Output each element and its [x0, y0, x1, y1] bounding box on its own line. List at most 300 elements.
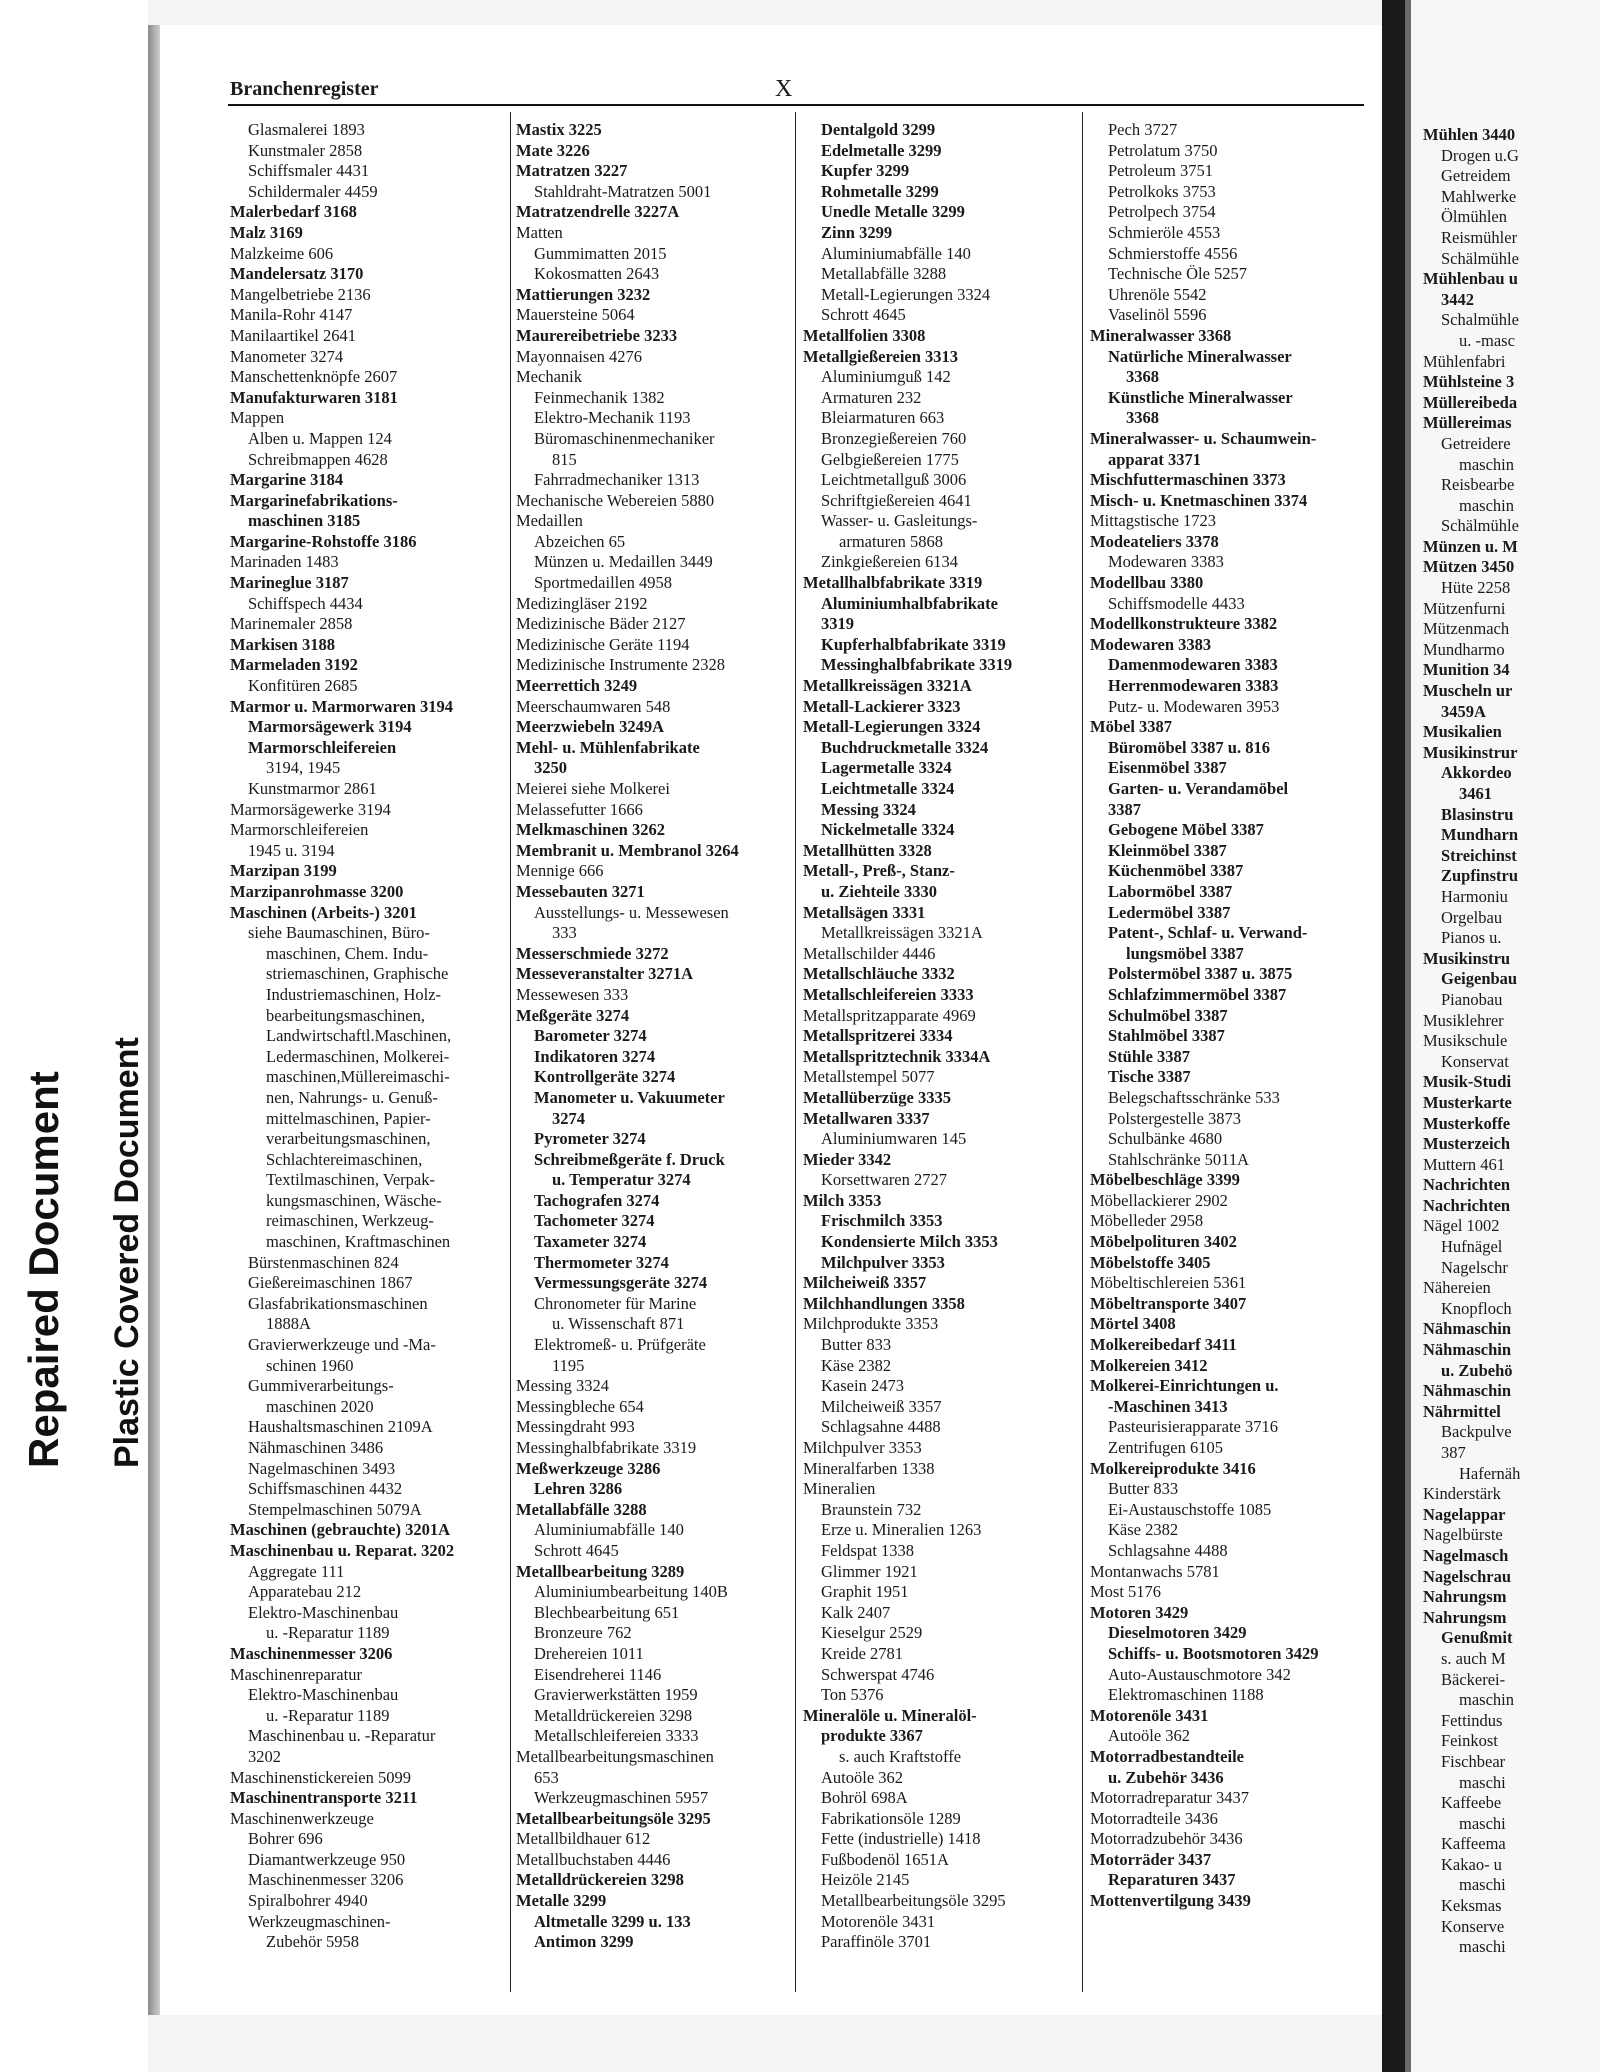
- index-subentry: Pianobau: [1441, 989, 1503, 1009]
- index-subentry: 3368: [1126, 408, 1159, 428]
- index-subentry: maschinen, Kraftmaschinen: [266, 1232, 451, 1252]
- index-subentry: 3250: [534, 758, 567, 778]
- index-entry: Motoren 3429: [1090, 1602, 1189, 1622]
- index-entry: Muscheln ur: [1423, 681, 1513, 701]
- index-subentry: Landwirtschaftl.Maschinen,: [266, 1026, 452, 1046]
- index-entry: Nähmaschin: [1423, 1340, 1512, 1360]
- index-entry: Metallwaren 3337: [803, 1108, 930, 1128]
- index-subentry: Korsettwaren 2727: [821, 1170, 948, 1190]
- index-subentry: Lagermetalle 3324: [821, 758, 952, 778]
- index-entry: Nagelappar: [1423, 1504, 1506, 1524]
- index-entry: Modewaren 3383: [1090, 634, 1212, 654]
- index-subentry: Tachografen 3274: [534, 1190, 660, 1210]
- index-subentry: Aluminiumwaren 145: [821, 1129, 967, 1149]
- index-entry: Mühlen 3440: [1423, 125, 1516, 144]
- index-entry: Metallbearbeitungsmaschinen: [516, 1746, 714, 1766]
- index-entry: Metallsägen 3331: [803, 902, 926, 922]
- index-entry: Mate 3226: [516, 140, 590, 160]
- index-subentry: u. Zubehör 3436: [1108, 1767, 1224, 1787]
- index-entry: Mineralwasser 3368: [1090, 325, 1232, 345]
- adjacent-page-column: [1423, 125, 1600, 1958]
- index-subentry: verarbeitungsmaschinen,: [266, 1129, 431, 1149]
- index-entry: Mechanik: [516, 367, 582, 387]
- index-subentry: Kupfer 3299: [821, 161, 910, 181]
- index-subentry: Polstergestelle 3873: [1108, 1108, 1242, 1128]
- index-entry: Medizinische Bäder 2127: [516, 614, 686, 634]
- index-entry: Möbellackierer 2902: [1090, 1190, 1228, 1210]
- index-subentry: Büromaschinenmechaniker: [534, 428, 715, 448]
- index-entry: Margarine-Rohstoffe 3186: [230, 531, 417, 551]
- index-entry: Metallschläuche 3332: [803, 964, 955, 984]
- index-subentry: Petrolpech 3754: [1108, 202, 1216, 222]
- index-subentry: Messing 3324: [821, 799, 916, 819]
- index-entry: Modeateliers 3378: [1090, 531, 1219, 551]
- index-entry: Metall-Lackierer 3323: [803, 696, 961, 716]
- index-subentry: Ton 5376: [821, 1685, 884, 1705]
- index-entry: Metallbearbeitungsöle 3295: [516, 1808, 711, 1828]
- index-entry: Nährmittel: [1423, 1401, 1501, 1421]
- index-entry: Mappen: [230, 408, 285, 428]
- index-subentry: Hafernäh: [1459, 1463, 1521, 1483]
- index-subentry: u. Zubehö: [1441, 1360, 1513, 1380]
- index-entry: Nahrungsm: [1423, 1587, 1507, 1607]
- index-entry: Mundharmo: [1423, 639, 1505, 659]
- index-entry: Manilaartikel 2641: [230, 325, 357, 345]
- running-header-title: Branchenregister: [230, 78, 379, 100]
- index-entry: Milchprodukte 3353: [803, 1314, 939, 1334]
- index-entry: Misch- u. Knetmaschinen 3374: [1090, 490, 1308, 510]
- index-subentry: Stühle 3387: [1108, 1046, 1191, 1066]
- index-entry: Metallstempel 5077: [803, 1067, 935, 1087]
- index-subentry: Orgelbau: [1441, 907, 1503, 927]
- index-entry: Metallhütten 3328: [803, 840, 932, 860]
- index-subentry: Indikatoren 3274: [534, 1046, 656, 1066]
- index-subentry: siehe Baumaschinen, Büro-: [248, 923, 430, 943]
- index-entry: Mineralfarben 1338: [803, 1458, 935, 1478]
- index-subentry: Aluminiumabfälle 140: [534, 1520, 684, 1540]
- index-entry: Margarine 3184: [230, 470, 344, 490]
- index-subentry: Autoöle 362: [1108, 1726, 1191, 1746]
- index-subentry: Fette (industrielle) 1418: [821, 1829, 981, 1849]
- index-subentry: Gummimatten 2015: [534, 243, 667, 263]
- index-subentry: Paraffinöle 3701: [821, 1932, 932, 1952]
- index-subentry: Kaffeebe: [1441, 1793, 1502, 1813]
- index-subentry: Schlachtereimaschinen,: [266, 1149, 423, 1169]
- index-subentry: Aluminiumabfälle 140: [821, 243, 971, 263]
- index-entry: Molkereibedarf 3411: [1090, 1335, 1237, 1355]
- index-subentry: Altmetalle 3299 u. 133: [534, 1911, 691, 1931]
- index-subentry: Metallabfälle 3288: [821, 264, 947, 284]
- index-subentry: Rohmetalle 3299: [821, 181, 939, 201]
- index-entry: Mischfuttermaschinen 3373: [1090, 470, 1286, 490]
- index-subentry: -Maschinen 3413: [1108, 1396, 1228, 1416]
- index-subentry: Gießereimaschinen 1867: [248, 1273, 413, 1293]
- index-subentry: maschin: [1459, 1690, 1514, 1710]
- index-subentry: Nickelmetalle 3324: [821, 820, 955, 840]
- index-entry: Metallbildhauer 612: [516, 1829, 651, 1849]
- index-subentry: Bürstenmaschinen 824: [248, 1252, 399, 1272]
- index-subentry: Schildermaler 4459: [248, 181, 378, 201]
- index-subentry: Glasfabrikationsmaschinen: [248, 1293, 428, 1313]
- index-subentry: Kreide 2781: [821, 1643, 904, 1663]
- index-subentry: Zentrifugen 6105: [1108, 1438, 1224, 1457]
- index-subentry: Genußmit: [1441, 1628, 1513, 1648]
- index-subentry: Gravierwerkzeuge und -Ma-: [248, 1335, 436, 1355]
- index-entry: Möbeltransporte 3407: [1090, 1293, 1247, 1313]
- index-subentry: Reismühler: [1441, 227, 1518, 247]
- index-entry: Manila-Rohr 4147: [230, 305, 353, 325]
- index-subentry: Feinkost: [1441, 1731, 1498, 1751]
- index-subentry: Gelbgießereien 1775: [821, 449, 959, 469]
- index-entry: Molkereien 3412: [1090, 1355, 1208, 1375]
- index-entry: Musik-Studi: [1423, 1072, 1512, 1092]
- index-entry: Mangelbetriebe 2136: [230, 284, 371, 304]
- index-entry: Metall-Legierungen 3324: [803, 717, 981, 737]
- index-entry: Nähmaschin: [1423, 1381, 1512, 1401]
- index-subentry: Patent-, Schlaf- u. Verwand-: [1108, 923, 1308, 943]
- index-subentry: Drehereien 1011: [534, 1643, 644, 1663]
- index-entry: Maschinen (gebrauchte) 3201A: [230, 1520, 450, 1540]
- index-subentry: u. Wissenschaft 871: [552, 1314, 685, 1334]
- index-subentry: Kleinmöbel 3387: [1108, 840, 1227, 860]
- index-entry: Mühlenbau u: [1423, 269, 1518, 289]
- index-subentry: Ledermaschinen, Molkerei-: [266, 1046, 450, 1066]
- index-entry: Musterzeich: [1423, 1134, 1511, 1154]
- index-subentry: Schreibmeßgeräte f. Druck: [534, 1149, 725, 1169]
- index-subentry: Nähmaschinen 3486: [248, 1438, 384, 1457]
- index-entry: Metallhalbfabrikate 3319: [803, 573, 983, 593]
- index-entry: Motorradzubehör 3436: [1090, 1829, 1243, 1849]
- index-subentry: Spiralbohrer 4940: [248, 1891, 368, 1911]
- index-entry: Malerbedarf 3168: [230, 202, 357, 222]
- index-subentry: Garten- u. Verandamöbel: [1108, 779, 1289, 798]
- index-entry: Metallschleifereien 3333: [803, 984, 974, 1004]
- index-subentry: Messinghalbfabrikate 3319: [821, 655, 1013, 675]
- index-subentry: Getreidere: [1441, 433, 1511, 453]
- index-column-2: [516, 120, 795, 1953]
- index-entry: Mützenfurni: [1423, 598, 1506, 618]
- index-entry: Musterkoffe: [1423, 1113, 1511, 1133]
- running-header-letter: X: [775, 76, 793, 102]
- index-entry: Motorradbestandteile: [1090, 1746, 1244, 1766]
- index-subentry: Schiffspech 4434: [248, 593, 363, 613]
- index-subentry: 653: [534, 1767, 559, 1787]
- index-entry: Medizinische Instrumente 2328: [516, 655, 725, 675]
- index-entry: Meßgeräte 3274: [516, 1005, 630, 1025]
- index-subentry: Unedle Metalle 3299: [821, 202, 965, 222]
- index-subentry: Geigenbau: [1441, 969, 1518, 989]
- index-subentry: s. auch Kraftstoffe: [839, 1746, 962, 1766]
- index-subentry: Vermessungsgeräte 3274: [534, 1273, 708, 1293]
- index-entry: Metallspritztechnik 3334A: [803, 1046, 991, 1066]
- index-entry: Nachrichten: [1423, 1195, 1511, 1215]
- index-subentry: Zubehör 5958: [266, 1932, 360, 1952]
- index-entry: Musikinstru: [1423, 948, 1511, 968]
- index-subentry: Petroleum 3751: [1108, 161, 1213, 181]
- index-entry: Metall-, Preß-, Stanz-: [803, 861, 955, 881]
- index-subentry: Werkzeugmaschinen-: [248, 1911, 391, 1931]
- index-entry: Messebauten 3271: [516, 881, 645, 901]
- index-subentry: Elektromeß- u. Prüfgeräte: [534, 1335, 706, 1355]
- index-entry: Molkereiprodukte 3416: [1090, 1458, 1256, 1478]
- index-subentry: Schulbänke 4680: [1108, 1129, 1223, 1149]
- index-entry: Nagelmasch: [1423, 1545, 1509, 1565]
- index-subentry: Kunstmarmor 2861: [248, 779, 377, 798]
- index-subentry: 333: [552, 923, 577, 943]
- index-subentry: Sportmedaillen 4958: [534, 573, 672, 593]
- index-subentry: Frischmilch 3353: [821, 1211, 943, 1231]
- index-subentry: Aluminiumbearbeitung 140B: [534, 1582, 728, 1602]
- index-subentry: maschi: [1459, 1772, 1506, 1792]
- index-subentry: Natürliche Mineralwasser: [1108, 346, 1292, 366]
- index-entry: Mützenmach: [1423, 619, 1510, 639]
- index-subentry: Belegschaftsschränke 533: [1108, 1087, 1280, 1107]
- index-subentry: Stahlschränke 5011A: [1108, 1149, 1249, 1169]
- index-entry: Mastix 3225: [516, 120, 602, 139]
- index-subentry: Zupfinstru: [1441, 866, 1519, 886]
- index-entry: Messingdraht 993: [516, 1417, 635, 1437]
- index-subentry: Schrott 4645: [821, 305, 906, 325]
- index-entry: Messing 3324: [516, 1376, 610, 1396]
- index-entry: Metallabfälle 3288: [516, 1499, 647, 1519]
- index-entry: Mottenvertilgung 3439: [1090, 1891, 1251, 1911]
- index-entry: Metallspritzerei 3334: [803, 1026, 953, 1046]
- index-subentry: Tische 3387: [1108, 1067, 1191, 1087]
- index-entry: Messerschmiede 3272: [516, 943, 669, 963]
- index-subentry: Kieselgur 2529: [821, 1623, 923, 1643]
- index-subentry: Werkzeugmaschinen 5957: [534, 1788, 709, 1808]
- index-subentry: Hufnägel: [1441, 1237, 1503, 1257]
- index-subentry: Fußbodenöl 1651A: [821, 1849, 949, 1869]
- index-entry: Maschinentransporte 3211: [230, 1788, 418, 1808]
- index-subentry: Pasteurisierapparate 3716: [1108, 1417, 1278, 1437]
- index-subentry: Schalmühle: [1441, 310, 1519, 330]
- index-subentry: Petrolkoks 3753: [1108, 181, 1216, 201]
- index-entry: Munition 34: [1423, 660, 1510, 680]
- index-entry: Mittagstische 1723: [1090, 511, 1217, 531]
- index-subentry: Ausstellungs- u. Messewesen: [534, 902, 729, 922]
- index-subentry: Fahrradmechaniker 1313: [534, 470, 700, 490]
- index-column-3: [803, 120, 1082, 1953]
- index-entry: Möbelstoffe 3405: [1090, 1252, 1211, 1272]
- index-subentry: Dentalgold 3299: [821, 120, 936, 139]
- index-subentry: Pyrometer 3274: [534, 1129, 646, 1149]
- index-subentry: Konserve: [1441, 1916, 1505, 1936]
- index-subentry: Elektro-Maschinenbau: [248, 1602, 399, 1622]
- index-subentry: Heizöle 2145: [821, 1870, 910, 1890]
- index-subentry: Antimon 3299: [534, 1932, 634, 1952]
- index-subentry: Gummiverarbeitungs-: [248, 1376, 394, 1396]
- index-subentry: lungsmöbel 3387: [1126, 943, 1244, 963]
- index-entry: Maschinen (Arbeits-) 3201: [230, 902, 417, 922]
- index-subentry: Uhrenöle 5542: [1108, 284, 1207, 304]
- index-entry: Motorradreparatur 3437: [1090, 1788, 1249, 1808]
- index-subentry: Modewaren 3383: [1108, 552, 1224, 572]
- index-subentry: maschi: [1459, 1875, 1506, 1895]
- index-subentry: maschinen, Chem. Indu-: [266, 943, 429, 963]
- index-subentry: Glasmalerei 1893: [248, 120, 365, 139]
- index-subentry: Harmoniu: [1441, 886, 1508, 906]
- index-subentry: mittelmaschinen, Papier-: [266, 1108, 431, 1128]
- index-subentry: Auto-Austauschmotore 342: [1108, 1664, 1291, 1684]
- index-entry: Möbeltischlereien 5361: [1090, 1273, 1247, 1293]
- index-subentry: Bronzeure 762: [534, 1623, 632, 1643]
- index-subentry: Schreibmappen 4628: [248, 449, 388, 469]
- index-entry: Most 5176: [1090, 1582, 1162, 1602]
- index-subentry: Glimmer 1921: [821, 1561, 918, 1581]
- index-subentry: Metallschleifereien 3333: [534, 1726, 699, 1746]
- column-divider: [1082, 112, 1083, 1992]
- index-entry: Milcheiweiß 3357: [803, 1273, 927, 1293]
- index-entry: Medaillen: [516, 511, 583, 531]
- plastic-covered-stamp: Plastic Covered Document: [108, 1037, 146, 1468]
- index-entry: Marzipanrohmasse 3200: [230, 881, 404, 901]
- index-entry: Mandelersatz 3170: [230, 264, 364, 284]
- index-subentry: Ei-Austauschstoffe 1085: [1108, 1499, 1272, 1519]
- index-subentry: bearbeitungsmaschinen,: [266, 1005, 425, 1025]
- index-subentry: Armaturen 232: [821, 387, 922, 407]
- index-entry: Maurereibetriebe 3233: [516, 325, 678, 345]
- index-subentry: Leichtmetalle 3324: [821, 779, 955, 798]
- index-subentry: Apparatebau 212: [248, 1582, 362, 1602]
- index-entry: Münzen u. M: [1423, 536, 1518, 556]
- index-subentry: Kaffeema: [1441, 1834, 1506, 1854]
- index-subentry: Bleiarmaturen 663: [821, 408, 945, 428]
- index-subentry: u. Temperatur 3274: [552, 1170, 691, 1190]
- index-entry: Marmorsägewerke 3194: [230, 799, 391, 819]
- index-subentry: Alben u. Mappen 124: [248, 428, 392, 448]
- index-subentry: Schlafzimmermöbel 3387: [1108, 984, 1287, 1004]
- index-subentry: Kalk 2407: [821, 1602, 891, 1622]
- index-subentry: u. -Reparatur 1189: [266, 1623, 390, 1643]
- index-subentry: Aluminiumguß 142: [821, 367, 951, 387]
- index-subentry: Bronzegießereien 760: [821, 428, 967, 448]
- index-subentry: maschin: [1459, 495, 1514, 515]
- index-subentry: armaturen 5868: [839, 531, 944, 551]
- index-subentry: Milcheiweiß 3357: [821, 1396, 942, 1416]
- index-subentry: Diamantwerkzeuge 950: [248, 1849, 406, 1869]
- index-entry: Möbelbeschläge 3399: [1090, 1170, 1240, 1190]
- index-entry: Marmorschleifereien: [230, 820, 369, 840]
- index-subentry: Feldspat 1338: [821, 1540, 915, 1560]
- index-subentry: Nagelmaschinen 3493: [248, 1458, 396, 1478]
- index-entry: Maschinenbau u. Reparat. 3202: [230, 1540, 455, 1560]
- index-subentry: Schiffsmodelle 4433: [1108, 593, 1245, 613]
- index-subentry: 3368: [1126, 367, 1159, 387]
- index-subentry: Käse 2382: [1108, 1520, 1179, 1540]
- index-subentry: Schriftgießereien 4641: [821, 490, 972, 510]
- index-entry: Messinghalbfabrikate 3319: [516, 1438, 697, 1457]
- index-subentry: nen, Nahrungs- u. Genuß-: [266, 1087, 438, 1107]
- header-rule: [228, 104, 1364, 106]
- index-subentry: Eisendreherei 1146: [534, 1664, 662, 1684]
- index-subentry: Gebogene Möbel 3387: [1108, 820, 1264, 840]
- index-entry: Mayonnaisen 4276: [516, 346, 643, 366]
- index-subentry: striemaschinen, Graphische: [266, 964, 449, 984]
- index-entry: Marinemaler 2858: [230, 614, 353, 634]
- index-entry: Müllereimas: [1423, 413, 1512, 433]
- index-subentry: Eisenmöbel 3387: [1108, 758, 1227, 778]
- index-subentry: 3202: [248, 1746, 281, 1766]
- index-subentry: 3442: [1441, 289, 1474, 309]
- index-subentry: Mundharn: [1441, 825, 1519, 845]
- index-entry: Nagelschrau: [1423, 1566, 1511, 1586]
- index-subentry: Gravierwerkstätten 1959: [534, 1685, 698, 1705]
- index-entry: Mauersteine 5064: [516, 305, 635, 325]
- index-subentry: Knopfloch: [1441, 1298, 1512, 1318]
- index-entry: Nähereien: [1423, 1278, 1491, 1298]
- index-subentry: Technische Öle 5257: [1108, 264, 1248, 284]
- index-entry: Marineglue 3187: [230, 573, 349, 593]
- index-subentry: Fischbear: [1441, 1751, 1506, 1771]
- index-subentry: Schlagsahne 4488: [821, 1417, 941, 1437]
- index-subentry: Tachometer 3274: [534, 1211, 655, 1231]
- index-subentry: Blechbearbeitung 651: [534, 1602, 680, 1622]
- index-entry: Musikalien: [1423, 722, 1502, 742]
- index-entry: Motorräder 3437: [1090, 1849, 1212, 1869]
- index-subentry: Metalldrückereien 3298: [534, 1705, 693, 1725]
- index-entry: Mörtel 3408: [1090, 1314, 1176, 1334]
- index-entry: Möbel 3387: [1090, 717, 1173, 737]
- index-entry: Melkmaschinen 3262: [516, 820, 665, 840]
- index-subentry: Dieselmotoren 3429: [1108, 1623, 1247, 1643]
- index-subentry: u. -masc: [1459, 330, 1515, 350]
- index-entry: Mineralwasser- u. Schaumwein-: [1090, 428, 1317, 448]
- index-entry: Meierei siehe Molkerei: [516, 779, 670, 798]
- index-entry: Musiklehrer: [1423, 1010, 1504, 1030]
- index-subentry: Schmieröle 4553: [1108, 222, 1221, 242]
- index-entry: Meßwerkzeuge 3286: [516, 1458, 661, 1478]
- index-subentry: Maschinenbau u. -Reparatur: [248, 1726, 436, 1746]
- index-entry: Metallschilder 4446: [803, 943, 936, 963]
- index-subentry: Backpulve: [1441, 1422, 1512, 1442]
- index-subentry: schinen 1960: [266, 1355, 354, 1375]
- index-subentry: s. auch M: [1441, 1648, 1506, 1668]
- index-entry: Modellbau 3380: [1090, 573, 1204, 593]
- index-subentry: Bohröl 698A: [821, 1788, 908, 1808]
- index-subentry: Industriemaschinen, Holz-: [266, 984, 442, 1004]
- index-subentry: Reisbearbe: [1441, 475, 1515, 495]
- index-subentry: Schiffsmaschinen 4432: [248, 1479, 403, 1499]
- index-subentry: Abzeichen 65: [534, 531, 626, 551]
- index-entry: Maschinenstickereien 5099: [230, 1767, 411, 1787]
- index-subentry: reimaschinen, Werkzeug-: [266, 1211, 434, 1231]
- index-subentry: Küchenmöbel 3387: [1108, 861, 1244, 881]
- index-entry: Montanwachs 5781: [1090, 1561, 1220, 1581]
- index-subentry: Münzen u. Medaillen 3449: [534, 552, 713, 572]
- index-subentry: Mahlwerke: [1441, 186, 1517, 206]
- index-entry: Müllereibeda: [1423, 392, 1518, 412]
- index-entry: Manschettenknöpfe 2607: [230, 367, 398, 387]
- index-subentry: Elektro-Maschinenbau: [248, 1685, 399, 1705]
- index-subentry: Damenmodewaren 3383: [1108, 655, 1278, 675]
- index-entry: Medizinische Geräte 1194: [516, 634, 690, 654]
- index-subentry: Zinkgießereien 6134: [821, 552, 958, 572]
- index-entry: Metallfolien 3308: [803, 325, 926, 345]
- index-subentry: apparat 3371: [1108, 449, 1202, 469]
- index-entry: Meerrettich 3249: [516, 676, 638, 696]
- index-entry: Melassefutter 1666: [516, 799, 643, 819]
- index-subentry: Bäckerei-: [1441, 1669, 1506, 1689]
- repaired-document-stamp: Repaired Document: [20, 1071, 67, 1468]
- index-subentry: Bohrer 696: [248, 1829, 323, 1849]
- index-entry: Manufakturwaren 3181: [230, 387, 398, 407]
- index-entry: Mechanische Webereien 5880: [516, 490, 715, 510]
- index-subentry: Labormöbel 3387: [1108, 881, 1233, 901]
- index-entry: Möbelpolituren 3402: [1090, 1232, 1237, 1252]
- index-subentry: kungsmaschinen, Wäsche-: [266, 1190, 442, 1210]
- index-entry: Metallspritzapparate 4969: [803, 1005, 976, 1025]
